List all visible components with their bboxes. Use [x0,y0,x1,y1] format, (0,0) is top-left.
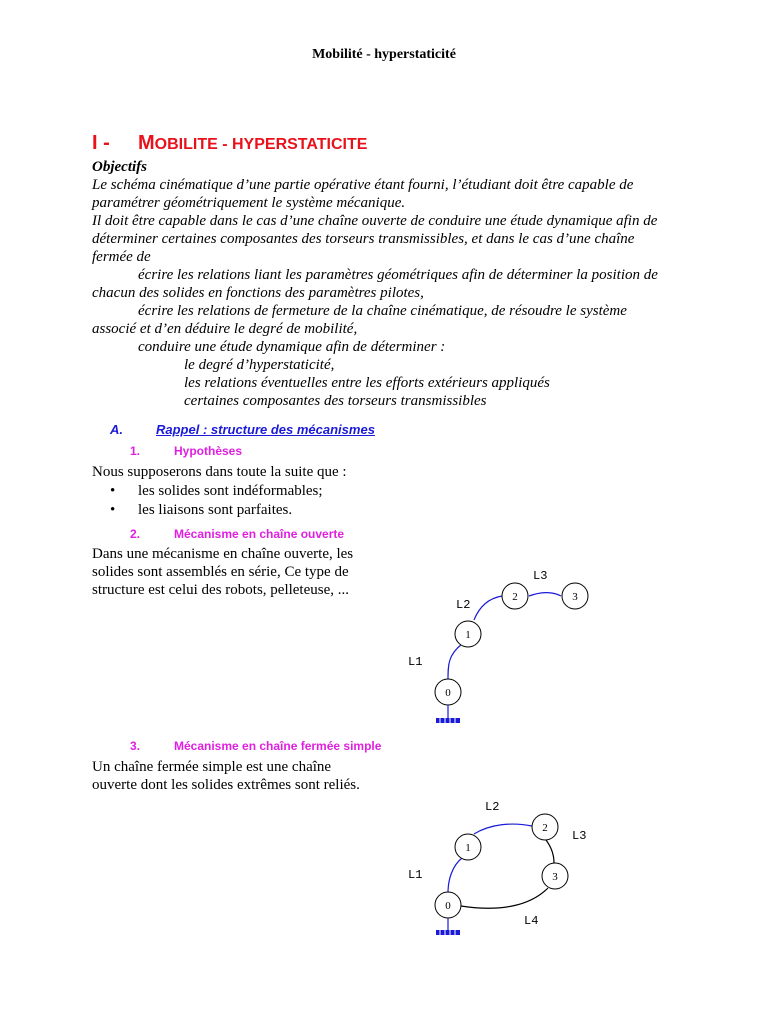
section-title-initial: M [138,132,155,154]
link-l3-line [529,593,561,596]
section-number: I - [92,132,110,154]
list-item-text: les solides sont indéformables; [138,483,323,499]
link-l2-line [474,824,532,834]
chaine-fermee-label: 3. [130,739,141,753]
node-label: 1 [465,629,471,641]
link-label: L1 [408,655,423,669]
link-label: L2 [485,800,500,814]
link-l1-line [448,858,462,893]
document-title: Mobilité - hyperstaticité [312,47,456,62]
node-label: 2 [542,822,548,834]
subsection-a-title: Rappel : structure des mécanismes [156,422,375,437]
node-label: 0 [445,687,451,699]
objectifs-item: certaines composantes des torseurs transmissibles [184,393,487,409]
chaine-fermee-title: Mécanisme en chaîne fermée simple [174,739,382,753]
paragraph-line: ouverte dont les solides extrêmes sont reliés. [92,777,360,793]
objectifs-item: les relations éventuelles entre les efforts extérieurs appliqués [184,375,550,391]
link-label: L3 [533,569,548,583]
link-l2-line [474,596,502,620]
objectifs-item: écrire les relations liant les paramètres géométriques afin de déterminer la position de [138,267,658,283]
objectifs-heading: Objectifs [92,159,147,175]
link-label: L4 [524,914,539,928]
objectifs-line: paramétrer géométriquement le système mécanique. [92,195,406,211]
ground-icon [436,705,460,723]
objectifs-item: conduire une étude dynamique afin de déterminer : [138,339,446,355]
objectifs-line: déterminer certaines composantes des torseurs transmissibles, et dans le cas d’une chaîne [92,231,635,247]
bullet-icon: • [110,483,116,499]
link-l1-line [448,644,462,680]
ground-icon [436,918,460,935]
link-l4-line [461,888,548,908]
section-title-separator: - [217,136,232,153]
node-label: 3 [572,591,578,603]
hypotheses-title: Hypothèses [174,444,243,458]
objectifs-item: le degré d’hyperstaticité, [184,357,335,373]
link-label: L2 [456,598,471,612]
section-title-rest: OBILITE [154,136,218,153]
paragraph-line: Un chaîne fermée simple est une chaîne [92,759,332,775]
link-label: L1 [408,868,423,882]
link-l3-line [546,840,554,863]
objectifs-item: chacun des solides en fonctions des paramètres pilotes, [92,285,424,301]
chaine-ouverte-title: Mécanisme en chaîne ouverte [174,527,345,541]
node-label: 0 [445,900,451,912]
open-chain-diagram [408,569,588,723]
paragraph-line: Dans une mécanisme en chaîne ouverte, les [92,546,354,562]
paragraph-line: solides sont assemblés en série, Ce type de [92,564,349,580]
objectifs-line: fermée de [92,249,151,265]
section-title-second: HYPERSTATICITE [232,136,368,153]
objectifs-item: associé et d’en déduire le degré de mobilité, [92,321,358,337]
subsection-a-label: A. [110,422,123,437]
hypotheses-intro: Nous supposerons dans toute la suite que : [92,464,347,480]
node-label: 2 [512,591,518,603]
paragraph-line: structure est celui des robots, pelleteuse, ... [92,582,350,598]
objectifs-line: Il doit être capable dans le cas d’une chaîne ouverte de conduire une étude dynamique afin de [92,213,658,229]
objectifs-line: Le schéma cinématique d’une partie opérative étant fourni, l’étudiant doit être capable de [92,177,634,193]
chaine-ouverte-label: 2. [130,527,141,541]
hypotheses-label: 1. [130,444,141,458]
objectifs-item: écrire les relations de fermeture de la chaîne cinématique, de résoudre le système [138,303,627,319]
bullet-icon: • [110,502,116,518]
node-label: 3 [552,871,558,883]
closed-chain-diagram [408,800,586,935]
link-label: L3 [572,829,587,843]
node-label: 1 [465,842,471,854]
list-item-text: les liaisons sont parfaites. [138,502,293,518]
